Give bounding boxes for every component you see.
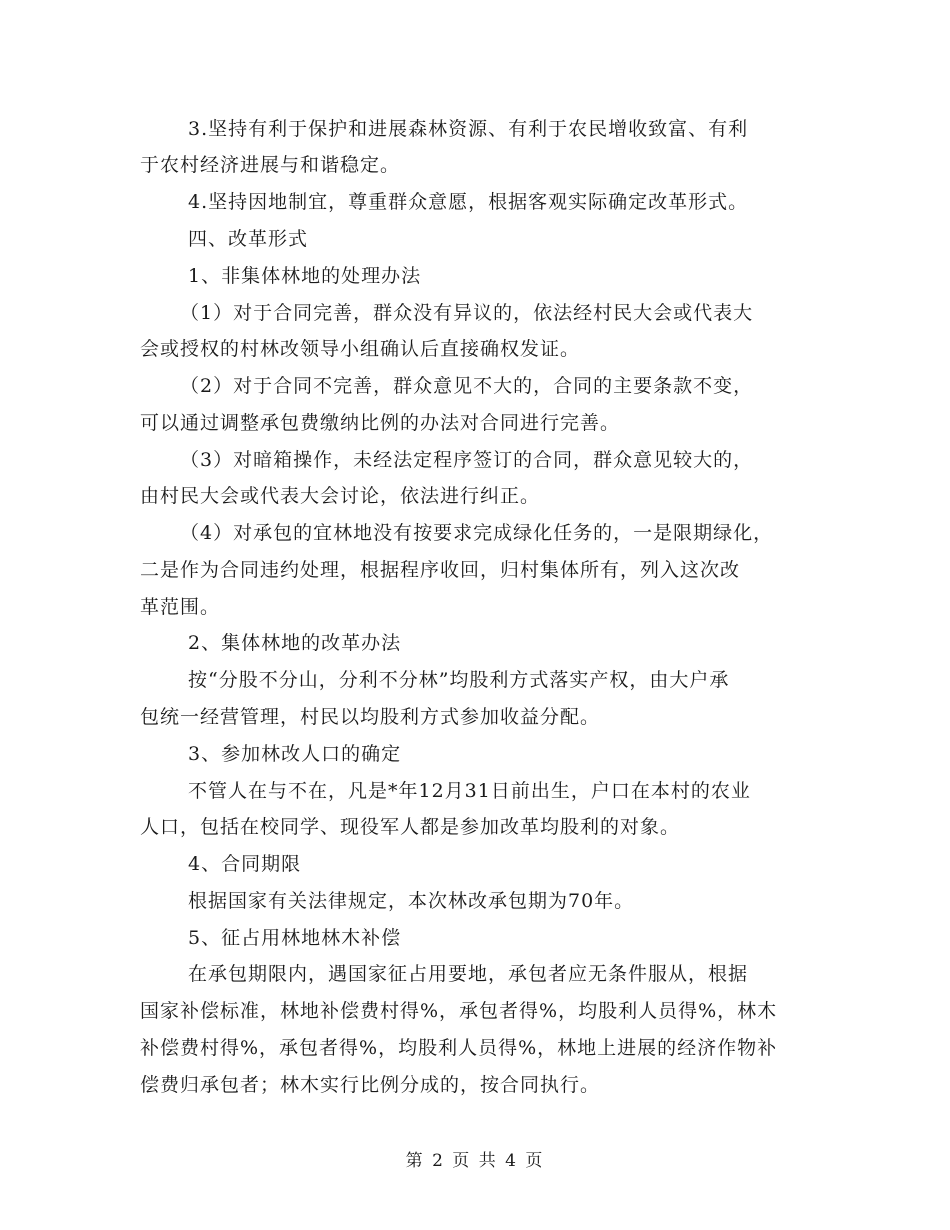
body-line: 偿费归承包者；林木实行比例分成的，按合同执行。	[140, 1074, 601, 1096]
body-line: 4.坚持因地制宜，尊重群众意愿，根据客观实际确定改革形式。	[188, 191, 749, 213]
body-line: 会或授权的村林改领导小组确认后直接确权发证。	[140, 338, 581, 360]
subsection-heading: 4、合同期限	[188, 853, 302, 875]
subsection-heading: 3、参加林改人口的确定	[188, 743, 402, 765]
body-line: 按“分股不分山，分利不分林”均股利方式落实产权，由大户承	[188, 669, 730, 691]
body-line: （1）对于合同完善，群众没有异议的，依法经村民大会或代表大	[180, 302, 754, 324]
body-line: 革范围。	[140, 596, 221, 618]
body-line: （4）对承包的宜林地没有按要求完成绿化任务的，一是限期绿化，	[180, 522, 774, 544]
section-heading: 四、改革形式	[188, 228, 309, 250]
body-line: （3）对暗箱操作，未经法定程序签订的合同，群众意见较大的，	[180, 449, 754, 471]
body-line: 可以通过调整承包费缴纳比例的办法对合同进行完善。	[140, 412, 621, 434]
subsection-heading: 2、集体林地的改革办法	[188, 632, 402, 654]
body-line: 在承包期限内，遇国家征占用要地，承包者应无条件服从，根据	[188, 963, 749, 985]
body-line: 人口，包括在校同学、现役军人都是参加改革均股利的对象。	[140, 816, 681, 838]
subsection-heading: 5、征占用林地林木补偿	[188, 927, 402, 949]
body-line: 包统一经营管理，村民以均股利方式参加收益分配。	[140, 706, 601, 728]
body-line: 二是作为合同违约处理，根据程序收回，归村集体所有，列入这次改	[140, 559, 741, 581]
body-line: （2）对于合同不完善，群众意见不大的，合同的主要条款不变，	[180, 375, 754, 397]
subsection-heading: 1、非集体林地的处理办法	[188, 265, 422, 287]
body-line: 3.坚持有利于保护和进展森林资源、有利于农民增收致富、有利	[188, 118, 749, 140]
body-line: 于农村经济进展与和谐稳定。	[140, 154, 401, 176]
body-line: 不管人在与不在，凡是*年12月31日前出生，户口在本村的农业	[188, 780, 751, 802]
page-number-footer: 第 2 页 共 4 页	[405, 1151, 545, 1171]
body-line: 根据国家有关法律规定，本次林改承包期为70年。	[188, 890, 635, 912]
body-line: 补偿费村得%，承包者得%，均股利人员得%，林地上进展的经济作物补	[140, 1037, 778, 1059]
body-line: 由村民大会或代表大会讨论，依法进行纠正。	[140, 485, 541, 507]
body-line: 国家补偿标准，林地补偿费村得%，承包者得%，均股利人员得%，林木	[140, 1000, 778, 1022]
